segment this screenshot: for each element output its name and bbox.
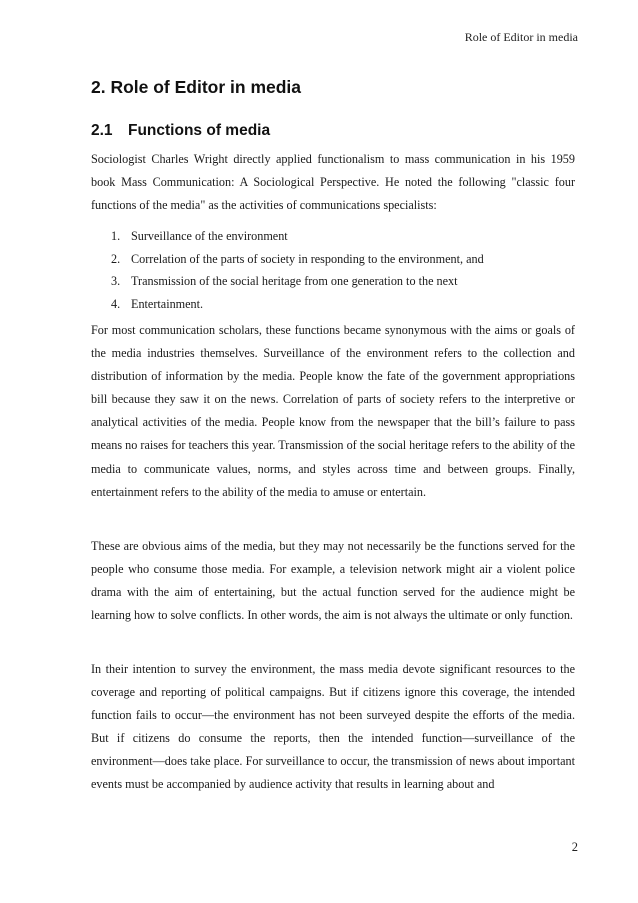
paragraph-surveillance: In their intention to survey the environment, the mass media devote significant resources to the coverage and reporting of political campaigns. But if citizens ignore this coverage, the intended function fails to occur—the environment has not been surveyed despite the efforts of the media. But if citizens do consume the reports, then the intended function—surveillance of the environment—does take place. For surveillance to occur, the transmission of news about important events must be accompanied by audience activity that results in learning about and — [91, 662, 575, 792]
paragraph-scholars: For most communication scholars, these functions became synonymous with the aims or goals of the media industries themselves. Surveillance of the environment refers to the collection and distribution of information by the media. People know the fate of the government appropriations bill because they saw it on the news. Correlation of parts of society refers to the interpretive or analytical activities of the media. People know from the newspaper that the bill’s failure to pass means no raises for teachers this year. Transmission of the social heritage refers to the ability of the media to communicate values, norms, and styles across time and between groups. Finally, entertainment refers to the ability of the media to amuse or entertain. — [91, 323, 575, 499]
list-item-number: 4. — [111, 296, 121, 311]
list-item-number: 2. — [111, 251, 121, 266]
page-number: 2 — [571, 840, 578, 854]
list-item — [91, 293, 575, 316]
subsection-number: 2.1 — [91, 122, 113, 139]
list-item-number: 1. — [111, 229, 121, 243]
list-item-text: Transmission of the social heritage from one generation to the next — [131, 274, 458, 288]
list-item — [91, 225, 575, 248]
running-header: Role of Editor in media — [464, 30, 578, 44]
list-item-number: 3. — [111, 274, 121, 288]
list-item-text: Entertainment. — [131, 296, 204, 311]
list-item — [91, 270, 575, 293]
paragraph-intro: Sociologist Charles Wright directly applied functionalism to mass communication in his 1959 book Mass Communication: A Sociological Perspective. He noted the following "classic four functions of the media" as the activities of communications specialists: — [91, 152, 575, 213]
subsection-heading — [91, 122, 270, 140]
list-item-text: Correlation of the parts of society in responding to the environment, and — [131, 251, 484, 266]
list-item — [91, 248, 575, 271]
section-title: 2. Role of Editor in media — [91, 77, 302, 97]
functions-list — [91, 225, 575, 315]
paragraph-aims: These are obvious aims of the media, but they may not necessarily be the functions served for the people who consume those media. For example, a television network might air a violent police drama with the aim of entertaining, but the actual function served for the audience might be learning how to solve conflicts. In other words, the aim is not always the ultimate or only function. — [91, 539, 575, 623]
subsection-title: Functions of media — [128, 122, 271, 139]
list-item-text: Surveillance of the environment — [131, 229, 288, 243]
